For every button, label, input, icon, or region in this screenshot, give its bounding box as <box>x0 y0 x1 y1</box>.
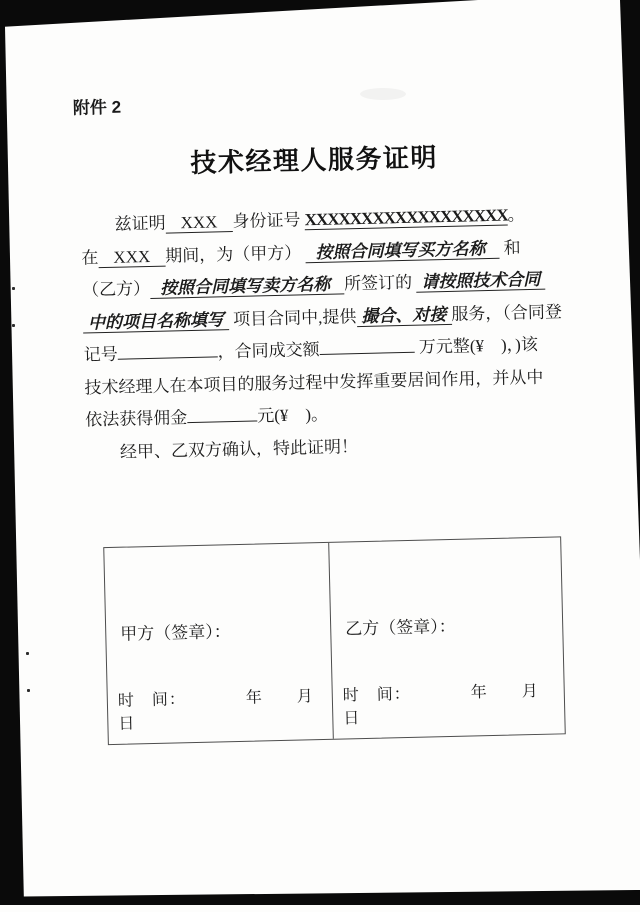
id-number-field: XXXXXXXXXXXXXXXXXX <box>304 205 508 230</box>
person-name-field: XXX <box>165 212 232 234</box>
buyer-name-field: 按照合同填写买方名称 <box>305 238 499 263</box>
seller-name-field: 按照合同填写卖方名称 <box>150 274 344 299</box>
amount-unit-label: 万元整(¥ )，)该 <box>418 334 539 357</box>
registration-number-blank <box>117 338 217 360</box>
party-b-seal-label: 乙方（签章）： <box>345 616 456 639</box>
registration-label: 记号 <box>83 344 118 365</box>
service-type-field: 撮合、对接 <box>356 304 451 326</box>
attachment-label: 附件 2 <box>72 97 122 118</box>
party-a-cell <box>104 543 349 744</box>
amount-label: ，合同成交额 <box>217 339 320 362</box>
certify-prefix: 兹证明 <box>114 213 166 234</box>
period-mark: 。 <box>507 205 525 225</box>
commission-unit-label: 元(¥ )。 <box>256 404 329 426</box>
project-name-hint-part1: 请按照技术合同 <box>416 270 545 293</box>
contract-provide-label: 项目合同中,提供 <box>232 306 357 329</box>
signature-table <box>103 536 573 745</box>
body-paragraph <box>80 200 563 471</box>
document-title: 技术经理人服务证明 <box>190 142 439 178</box>
signed-label: 所签订的 <box>343 272 413 294</box>
party-a-time-label: 时 间： 年 月 日 <box>117 687 349 733</box>
commission-amount-blank <box>187 402 257 423</box>
first-line-indent <box>86 457 120 458</box>
party-a-intro: 期间，为（甲方） <box>165 242 302 266</box>
contract-amount-blank <box>319 333 414 355</box>
intermediary-role-text: 技术经理人在本项目的服务过程中发挥重要居间作用，并从中 <box>84 367 544 398</box>
first-line-indent <box>81 230 115 231</box>
and-label: 和 <box>503 237 521 258</box>
commission-label: 依法获得佣金 <box>85 408 188 430</box>
party-a-seal-label: 甲方（签章）： <box>120 622 231 644</box>
period-field: XXX <box>98 246 165 268</box>
party-b-time-label: 时 间： 年 月 日 <box>342 682 573 728</box>
service-suffix: 服务，（合同登 <box>451 301 563 324</box>
during-label: 在 <box>81 247 99 268</box>
project-name-hint-part2: 中的项目名称填写 <box>83 310 229 333</box>
party-b-cell <box>329 537 573 738</box>
id-label: 身份证号 <box>232 210 301 232</box>
confirmation-text: 经甲、乙双方确认，特此证明！ <box>119 436 359 462</box>
party-b-intro: （乙方） <box>81 278 151 300</box>
